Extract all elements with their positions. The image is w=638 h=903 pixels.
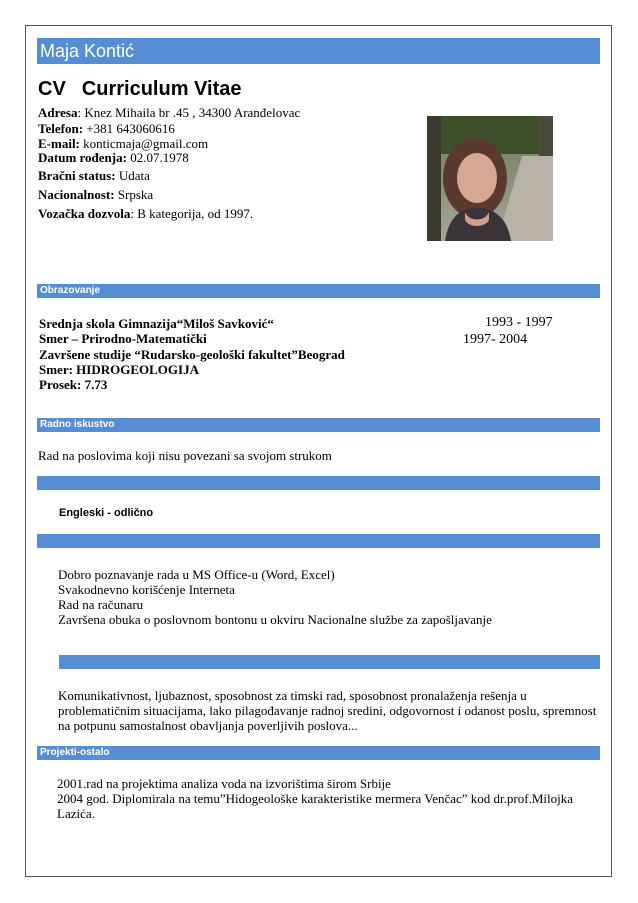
license-value: : B kategorija, od 1997. [130, 205, 254, 221]
work-section-bar [37, 418, 600, 432]
license-row [38, 206, 300, 222]
projects-text [57, 776, 573, 821]
work-heading: Radno iskustvo [40, 419, 115, 430]
portrait-image [427, 116, 553, 241]
language-text: Engleski - odlično [59, 507, 154, 519]
project-line: Lazića. [57, 806, 95, 821]
cv-abbreviation: CV [38, 78, 66, 100]
nationality-value: Srpska [114, 186, 154, 202]
project-line: 2004 god. Diplomirala na temu”Hidogeološke karakteristike mermera Venčac” kod dr.prof.Milojka [57, 791, 573, 806]
license-label: Vozačka dozvola [38, 205, 131, 221]
personal-skills-section-bar [59, 655, 600, 669]
marital-value: Udata [115, 168, 150, 184]
marital-row [38, 168, 300, 184]
birthdate-label: Datum rođenja: [38, 149, 127, 165]
nationality-row [38, 187, 300, 203]
education-line: Srednja skola Gimnazija“Miloš Savković“ [39, 316, 274, 331]
projects-heading: Projekti-ostalo [40, 747, 110, 758]
address-value: : Knez Mihaila br .45 , 34300 Aranđelovac [77, 105, 301, 120]
education-year-range: 1993 - 1997 [485, 315, 553, 330]
education-line: Završene studije “Rudarsko-geološki fakultet”Beograd [39, 346, 345, 362]
nationality-label: Nacionalnost: [38, 186, 115, 202]
computer-section-bar [37, 534, 600, 548]
language-section-bar [37, 476, 600, 490]
education-year-range: 1997- 2004 [463, 332, 528, 347]
project-line: 2001.rad na projektima analiza voda na izvorištima širom Srbije [57, 776, 391, 791]
address-label: Adresa [38, 105, 78, 120]
phone-row [38, 121, 300, 137]
education-line: Smer – Prirodno-Matematički [39, 331, 207, 347]
personal-skill-line: problematičnim situacijama, lako pilagođavanje radnoj sredini, odgovornost i odanost poslu, spremnost [58, 703, 597, 718]
name-banner [37, 38, 600, 64]
birthdate-row [38, 150, 300, 166]
cv-title [38, 78, 241, 101]
full-name: Maja Kontić [40, 41, 135, 61]
education-line: Prosek: 7.73 [39, 377, 108, 393]
computer-skill-line: Dobro poznavanje rada u MS Office-u (Word, Excel) [58, 567, 335, 582]
personal-skills [58, 688, 596, 733]
education-line: Smer: HIDROGEOLOGIJA [39, 361, 199, 377]
address-row [38, 105, 300, 121]
email-value: konticmaja@gmail.com [79, 136, 209, 152]
computer-skill-line: Svakodnevno korišćenje Interneta [58, 582, 235, 597]
profile-photo [427, 116, 553, 241]
email-label: E-mail: [38, 136, 80, 152]
phone-label: Telefon: [38, 120, 84, 136]
projects-section-bar [37, 746, 600, 760]
personal-skill-line: Komunikativnost, ljubaznost, sposobnost za timski rad, sposobnost pronalaženja rešenja u [58, 688, 527, 703]
birthdate-value: 02.07.1978 [126, 149, 189, 165]
marital-label: Bračni status: [38, 168, 116, 184]
education-heading: Obrazovanje [40, 285, 101, 296]
cv-page [25, 25, 612, 877]
computer-skill-line: Završena obuka o poslovnom bontonu u okviru Nacionalne službe za zapošljavanje [58, 612, 492, 627]
computer-skills [58, 567, 492, 627]
education-block [39, 316, 345, 392]
education-section-bar [37, 284, 600, 298]
phone-value: +381 643060616 [83, 120, 175, 136]
work-text [38, 448, 332, 463]
work-line: Rad na poslovima koji nisu povezani sa svojom strukom [38, 448, 332, 463]
personal-skill-line: na potpunu samostalnost obavljanja poverljivih poslova... [58, 718, 358, 733]
cv-full-title: Curriculum Vitae [81, 78, 242, 100]
computer-skill-line: Rad na računaru [58, 597, 144, 612]
personal-info [38, 105, 300, 221]
